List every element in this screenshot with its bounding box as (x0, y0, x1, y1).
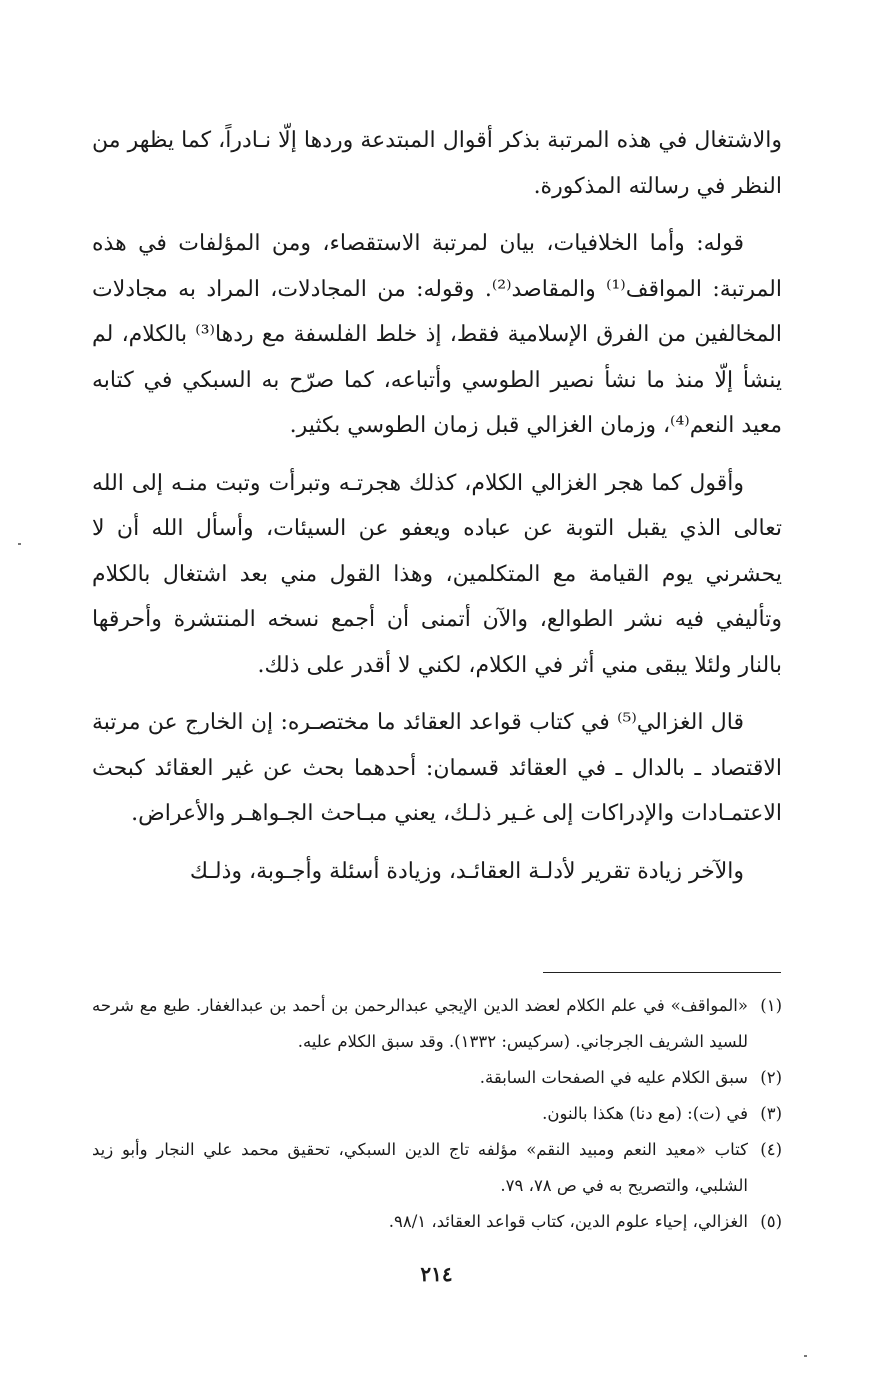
footnote-text: الغزالي، إحياء علوم الدين، كتاب قواعد العقائد، ٩٨/١. (388, 1212, 748, 1231)
footnote-number: (١) (760, 996, 782, 1015)
footnote-text: كتاب «معيد النعم ومبيد النقم» مؤلفه تاج الدين السبكي، تحقيق محمد علي النجار وأبو زيد الشلبي، والتصريح به في ص ٧٨، ٧٩. (92, 1140, 748, 1195)
footnote (92, 1060, 782, 1096)
paragraph: قال الغزالي⁽⁵⁾ في كتاب قواعد العقائد ما مختصـره: إن الخارج عن مرتبة الاقتصاد ـ بالدال ـ في العقائد قسمان: أحدهما بحث عن غير العقائد كبحث الاعتمـادات والإدراكات إلى غـير ذلـك، يعني مبـاحث الجـواهـر والأعراض. (92, 710, 782, 826)
footnote (92, 1096, 782, 1132)
footnote-number: (٣) (760, 1104, 782, 1123)
paragraph: وأقول كما هجر الغزالي الكلام، كذلك هجرتـه وتبرأت وتبت منـه إلى الله تعالى الذي يقبل التوبة عن عباده ويعفو عن السيئات، وأسأل الله أن لا يحشرني يوم القيامة مع المتكلمين، وهذا القول مني بعد اشتغال بالكلام وتأليفي فيه نشر الطوالع، والآن أتمنى أن أجمع نسخه المنتشرة وأحرقها بالنار ولئلا يبقى مني أثر في الكلام، لكني لا أقدر على ذلك. (92, 470, 782, 678)
footnote (92, 988, 782, 1060)
scan-speck (804, 1355, 807, 1357)
footnote (92, 1204, 782, 1240)
paragraph: والاشتغال في هذه المرتبة بذكر أقوال المبتدعة وردها إلّا نـادراً، كما يظهر من النظر في رسالته المذكورة. (92, 128, 782, 199)
footnote-number: (٤) (760, 1140, 782, 1159)
footnote-text: سبق الكلام عليه في الصفحات السابقة. (479, 1068, 748, 1087)
paragraph: والآخر زيادة تقرير لأدلـة العقائـد، وزيادة أسئلة وأجـوبة، وذلـك (189, 858, 744, 884)
page-number: ٢١٤ (420, 1262, 453, 1286)
main-text (92, 118, 782, 906)
footnote-text: في (ت): (مع دنا) هكذا بالنون. (542, 1104, 748, 1123)
footnote-text: «المواقف» في علم الكلام لعضد الدين الإيجي عبدالرحمن بن أحمد بن عبدالغفار. طبع مع شرحه للسيد الشريف الجرجاني. (سركيس: ١٣٣٢). وقد سبق الكلام عليه. (92, 996, 748, 1051)
footnote-separator (543, 972, 781, 973)
footnotes (92, 988, 782, 1240)
scan-speck (18, 543, 21, 545)
paragraph: قوله: وأما الخلافيات، بيان لمرتبة الاستقصاء، ومن المؤلفات في هذه المرتبة: المواقف⁽¹⁾ والمقاصد⁽²⁾. وقوله: من المجادلات، المراد به مجادلات المخالفين من الفرق الإسلامية فقط، إذ خلط الفلسفة مع ردها⁽³⁾ بالكلام، لم ينشأ إلّا منذ ما نشأ نصير الطوسي وأتباعه، كما صرّح به السبكي في كتابه معيد النعم⁽⁴⁾، وزمان الغزالي قبل زمان الطوسي بكثير. (92, 231, 782, 438)
footnote-number: (٥) (760, 1212, 782, 1231)
footnote-number: (٢) (760, 1068, 782, 1087)
footnote (92, 1132, 782, 1204)
